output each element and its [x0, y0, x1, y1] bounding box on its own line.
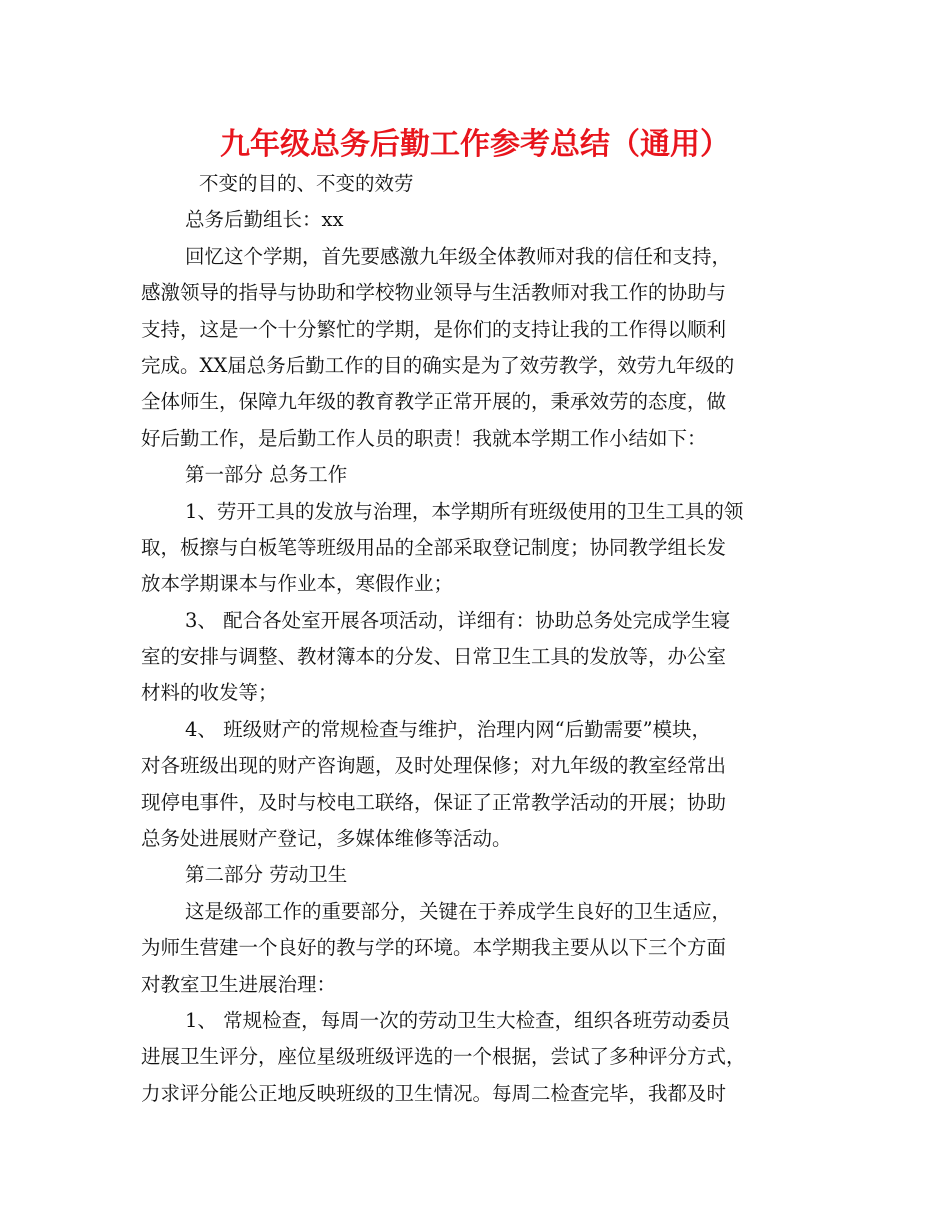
text-line: 对教室卫生进展治理：	[141, 972, 337, 996]
text-line: 这是级部工作的重要部分，关键在于养成学生良好的卫生适应，	[185, 899, 732, 923]
text-line: 不变的目的、不变的效劳	[199, 172, 414, 195]
text-line: 取，板擦与白板笔等班级用品的全部采取登记制度；协同教学组长发	[141, 535, 727, 559]
text-line: 3、 配合各处室开展各项活动，详细有：协助总务处完成学生寝	[185, 608, 731, 632]
text-line: 力求评分能公正地反映班级的卫生情况。每周二检查完毕，我都及时	[141, 1081, 727, 1105]
text-line: 为师生营建一个良好的教与学的环境。本学期我主要从以下三个方面	[141, 936, 727, 960]
text-line: 室的安排与调整、教材簿本的分发、日常卫生工具的发放等，办公室	[141, 645, 727, 669]
text-line: 完成。XX届总务后勤工作的目的确实是为了效劳教学，效劳九年级的	[141, 353, 735, 377]
text-line: 进展卫生评分，座位星级班级评选的一个根据，尝试了多种评分方式，	[141, 1045, 746, 1069]
text-line: 对各班级出现的财产咨询题，及时处理保修；对九年级的教室经常出	[141, 754, 727, 778]
text-line: 放本学期课本与作业本，寒假作业；	[141, 572, 454, 596]
text-line: 回忆这个学期，首先要感激九年级全体教师对我的信任和支持，	[185, 244, 732, 268]
text-line: 好后勤工作，是后勤工作人员的职责！我就本学期工作小结如下：	[141, 426, 707, 450]
text-line: 第一部分 总务工作	[185, 463, 348, 487]
text-line: 感激领导的指导与协助和学校物业领导与生活教师对我工作的协助与	[141, 281, 727, 305]
text-line: 总务后勤组长：xx	[185, 208, 344, 232]
document-title: 九年级总务后勤工作参考总结（通用）	[220, 127, 730, 162]
text-line: 支持，这是一个十分繁忙的学期，是你们的支持让我的工作得以顺利	[141, 317, 727, 341]
text-line: 第二部分 劳动卫生	[185, 863, 348, 887]
text-line: 总务处进展财产登记，多媒体维修等活动。	[141, 827, 512, 851]
text-line: 1、 常规检查，每周一次的劳动卫生大检查，组织各班劳动委员	[185, 1008, 731, 1032]
text-line: 4、 班级财产的常规检查与维护，治理内网“后勤需要”模块，	[185, 717, 712, 741]
text-line: 1、劳开工具的发放与治理，本学期所有班级使用的卫生工具的领	[185, 499, 744, 523]
document-body	[141, 166, 811, 1112]
text-line: 材料的收发等；	[141, 681, 278, 705]
text-line: 现停电事件，及时与校电工联络，保证了正常教学活动的开展；协助	[141, 790, 727, 814]
text-line: 全体师生，保障九年级的教育教学正常开展的，秉承效劳的态度，做	[141, 390, 727, 414]
